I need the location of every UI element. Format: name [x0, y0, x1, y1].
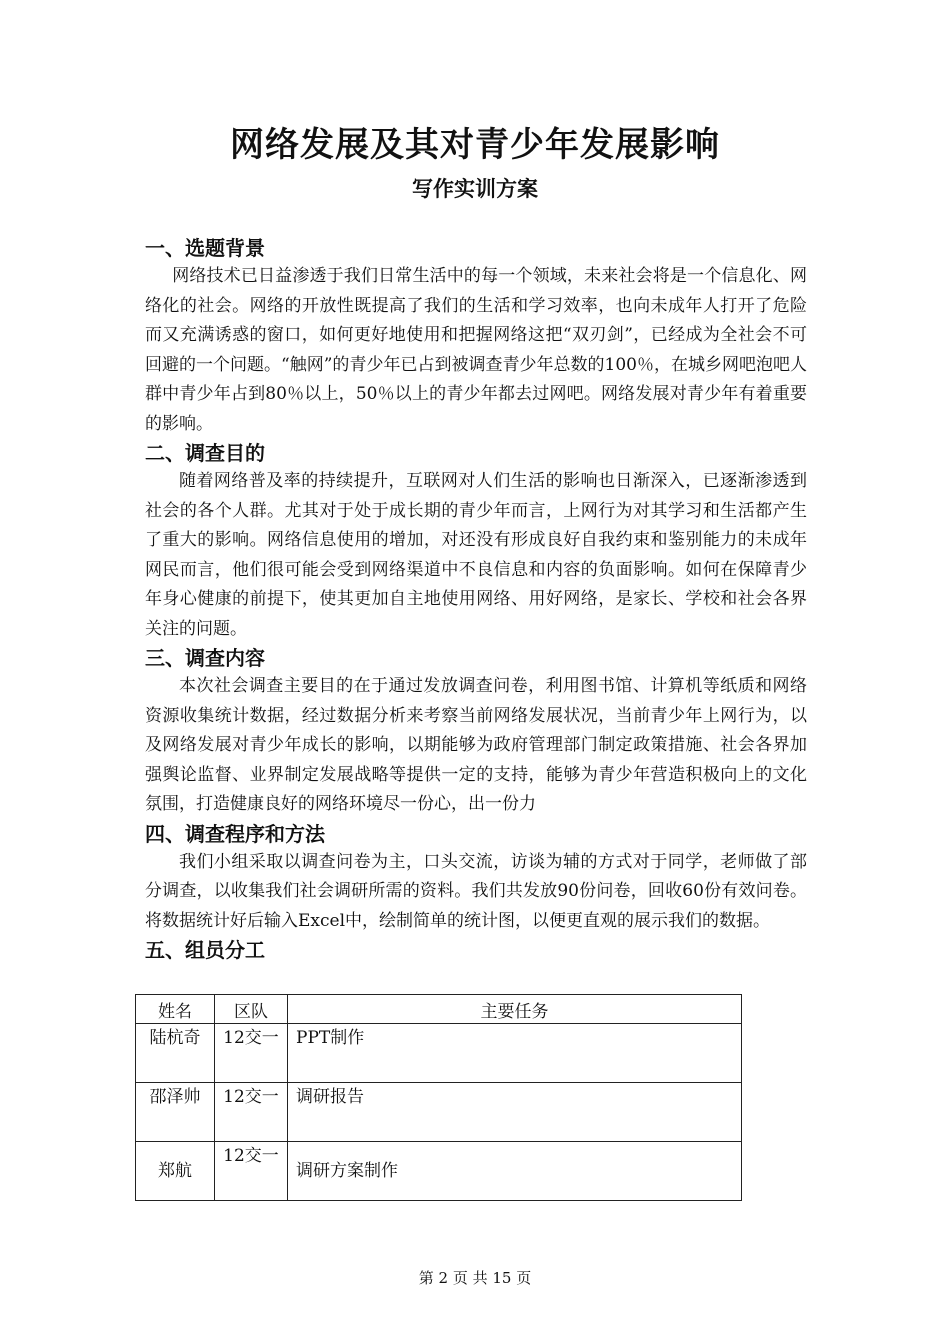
section-paragraph: 网络技术已日益渗透于我们日常生活中的每一个领域，未来社会将是一个信息化、网络化的社会。网络的开放性既提高了我们的生活和学习效率，也向未成年人打开了危险而又充满诱惑的窗口，如何更好地使用和把握网络这把“双刃剑”，已经成为全社会不可回避的一个问题。“触网”的青少年已占到被调查青少年总数的100％，在城乡网吧泡吧人群中青少年占到80％以上，50％以上的青少年都去过网吧。网络发展对青少年有着重要的影响。	[145, 266, 807, 434]
member-team-cell: 12交一	[215, 1083, 288, 1142]
document-title: 网络发展及其对青少年发展影响	[230, 125, 720, 165]
section-paragraph: 随着网络普及率的持续提升，互联网对人们生活的影响也日渐深入，已逐渐渗透到社会的各个人群。尤其对于处于成长期的青少年而言，上网行为对其学习和生活都产生了重大的影响。网络信息使用的增加，对还没有形成良好自我约束和鉴别能力的未成年网民而言，他们很可能会受到网络渠道中不良信息和内容的负面影响。如何在保障青少年身心健康的前提下，使其更加自主地使用网络、用好网络，是家长、学校和社会各界关注的问题。	[145, 471, 807, 639]
table-row	[136, 1083, 742, 1142]
member-task-cell: 调研方案制作	[288, 1142, 742, 1201]
section-heading: 一、选题背景	[145, 236, 265, 260]
table-row	[136, 1024, 742, 1083]
member-name-cell: 郑航	[136, 1142, 215, 1201]
section-paragraph: 我们小组采取以调查问卷为主，口头交流，访谈为辅的方式对于同学，老师做了部分调查，以收集我们社会调研所需的资料。我们共发放90份问卷，回收60份有效问卷。将数据统计好后输入Excel中，绘制简单的统计图，以便更直观的展示我们的数据。	[145, 851, 807, 931]
member-task-cell: 调研报告	[288, 1083, 742, 1142]
team-assignment-table	[135, 994, 742, 1201]
table-header-row	[136, 995, 742, 1024]
member-task-cell: PPT制作	[288, 1024, 742, 1083]
table-header-cell: 姓名	[136, 995, 215, 1024]
section-heading: 三、调查内容	[145, 646, 265, 670]
section-heading: 五、组员分工	[145, 938, 265, 962]
member-team-cell: 12交一	[215, 1024, 288, 1083]
member-team-cell: 12交一	[215, 1142, 288, 1201]
table-row	[136, 1142, 742, 1201]
section-paragraph: 本次社会调查主要目的在于通过发放调查问卷，利用图书馆、计算机等纸质和网络资源收集统计数据，经过数据分析来考察当前网络发展状况，当前青少年上网行为，以及网络发展对青少年成长的影响，以期能够为政府管理部门制定政策措施、社会各界加强舆论监督、业界制定发展战略等提供一定的支持，能够为青少年营造积极向上的文化氛围，打造健康良好的网络环境尽一份心，出一份力	[145, 676, 807, 814]
member-name-cell: 邵泽帅	[136, 1083, 215, 1142]
document-subtitle: 写作实训方案	[412, 177, 538, 201]
page-footer: 第 2 页 共 15 页	[418, 1269, 532, 1287]
section-heading: 四、调查程序和方法	[145, 821, 325, 846]
document-body	[145, 234, 807, 964]
section-heading: 二、调查目的	[145, 441, 265, 465]
member-name-cell: 陆杭奇	[136, 1024, 215, 1083]
table-header-cell: 主要任务	[288, 995, 742, 1024]
table-header-cell: 区队	[215, 995, 288, 1024]
